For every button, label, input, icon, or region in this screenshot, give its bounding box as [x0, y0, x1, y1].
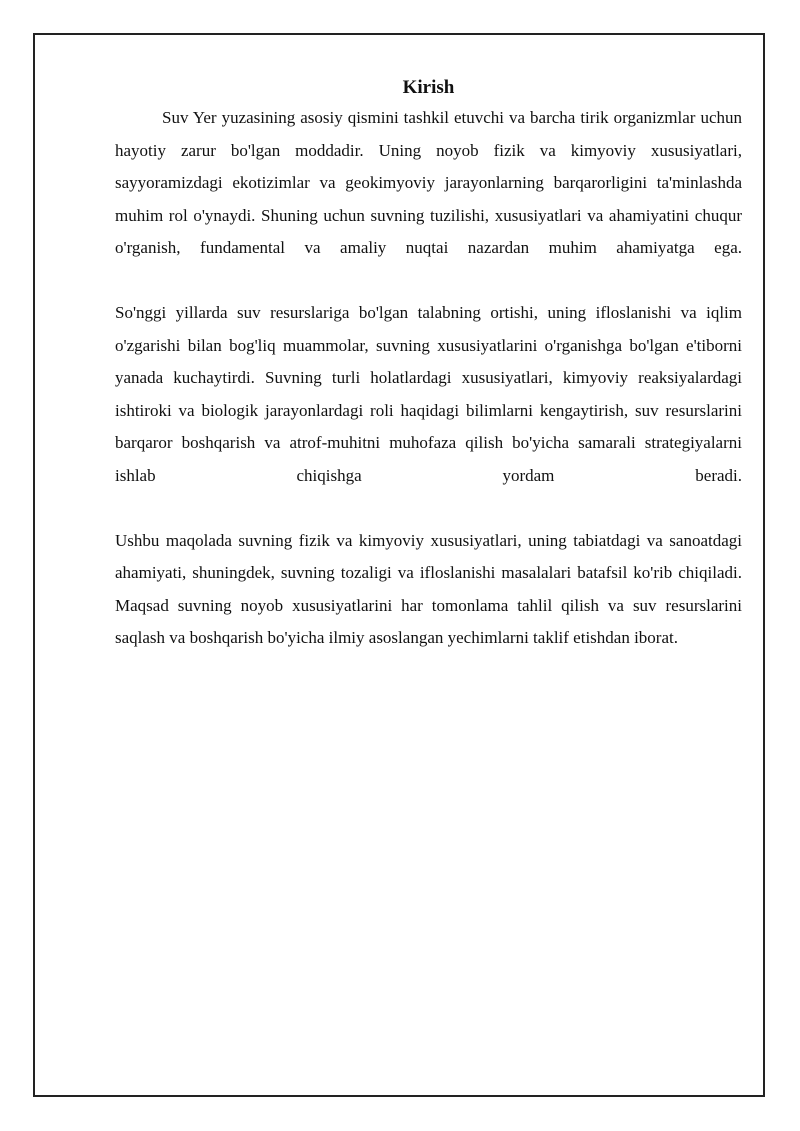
paragraph-2: So'nggi yillarda suv resurslariga bo'lgan talabning ortishi, uning ifloslanishi va iqlim o'zgarishi bilan bog'liq muammolar, suvning xususiyatlarini o'rganishga bo'lgan e'tiborni yanada kuchaytirdi. Suvning turli holatlardagi xususiyatlari, kimyoviy reaksiyalardagi ishtiroki va biologik jarayonlardagi roli haqidagi bilimlarni kengaytirish, suv resurslarini barqaror boshqarish va atrof-muhitni muhofaza qilish bo'yicha samarali strategiyalarni ishlab chiqishga yordam beradi.	[115, 303, 742, 485]
document-body	[115, 74, 742, 655]
paragraph-3: Ushbu maqolada suvning fizik va kimyoviy xususiyatlari, uning tabiatdagi va sanoatdagi ahamiyati, shuningdek, suvning tozaligi va ifloslanishi masalalari batafsil ko'rib chiqiladi. Maqsad suvning noyob xususiyatlarini har tomonlama tahlil qilish va suv resurslarini saqlash va boshqarish bo'yicha ilmiy asoslangan yechimlarni taklif etishdan iborat.	[115, 530, 742, 647]
paragraph-gap	[115, 492, 742, 525]
paragraph-gap	[115, 265, 742, 298]
paragraph-1: Suv Yer yuzasining asosiy qismini tashkil etuvchi va barcha tirik organizmlar uchun hayotiy zarur bo'lgan moddadir. Uning noyob fizik va kimyoviy xususiyatlari, sayyoramizdagi ekotizimlar va geokimyoviy jarayonlarning barqarorligini ta'minlashda muhim rol o'ynaydi. Shuning uchun suvning tuzilishi, xususiyatlari va ahamiyatini chuqur o'rganish, fundamental va amaliy nuqtai nazardan muhim ahamiyatga ega.	[115, 108, 742, 257]
document-title: Kirish	[402, 77, 455, 98]
